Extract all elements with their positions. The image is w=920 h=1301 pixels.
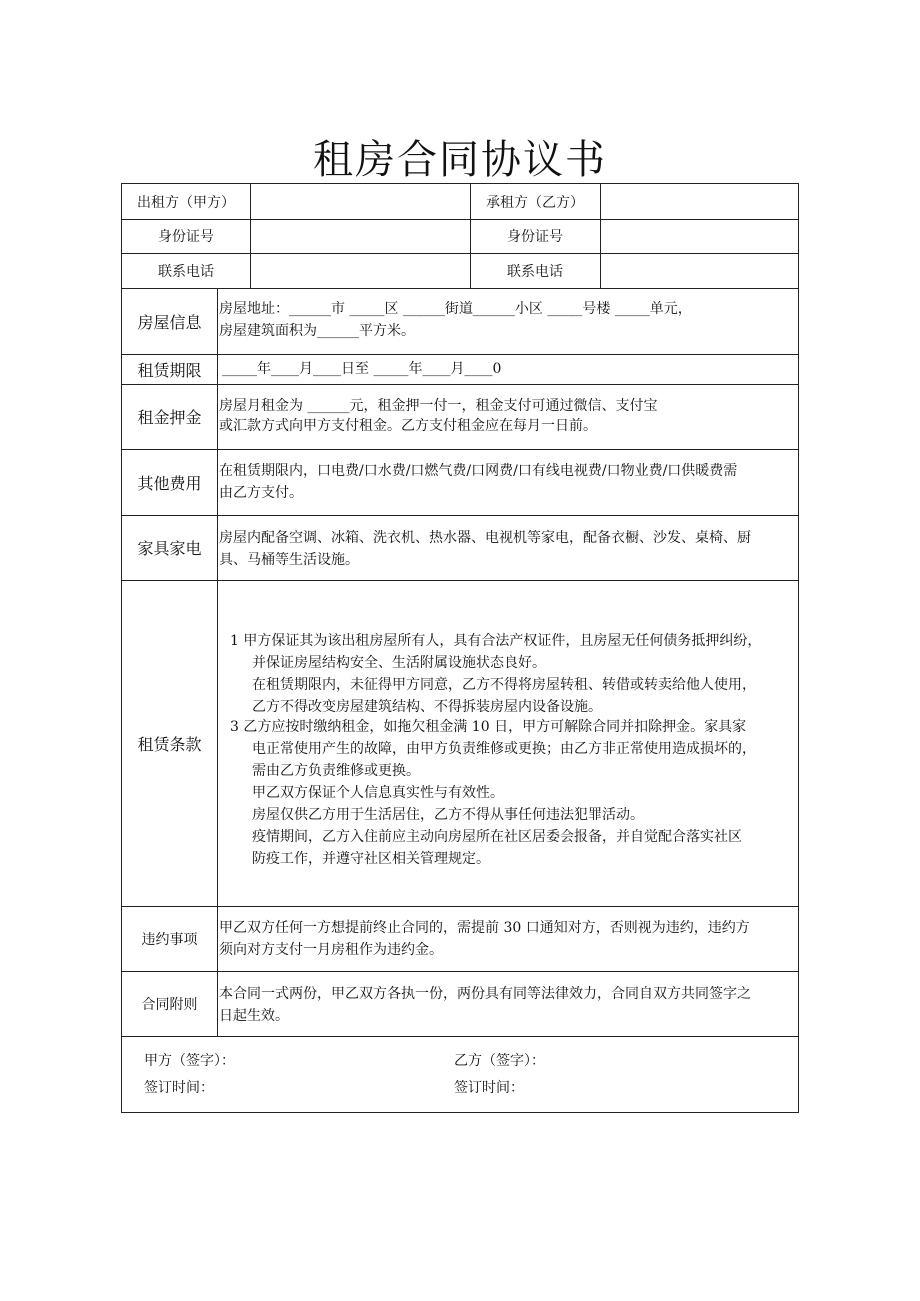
clause-line: 1 甲方保证其为该出租房屋所有人，具有合法产权证件，且房屋无任何债务抵押纠纷， (230, 633, 762, 649)
row-divider (122, 515, 798, 516)
party-b-signature: 乙方（签字）： (454, 1053, 545, 1069)
rent-deposit-line2: 或汇款方式向甲方支付租金。乙方支付租金应在每月一日前。 (219, 418, 597, 434)
appendix-line1: 本合同一式两份，甲乙双方各执一份，两份具有同等法律效力，合同自双方共同签字之 (219, 986, 751, 1002)
lessee-label: 承租方（乙方） (486, 194, 584, 211)
id-label-left: 身份证号 (158, 229, 214, 245)
row-divider (122, 906, 798, 907)
clause-line: 3 乙方应按时缴纳租金，如拖欠租金满 10 日，甲方可解除合同并扣除押金。家具家 (230, 719, 747, 735)
appendix-line2: 日起生效。 (219, 1008, 289, 1024)
col-divider (600, 184, 601, 288)
row-divider (122, 1036, 798, 1037)
furniture-line2: 具、马桶等生活设施。 (219, 552, 359, 568)
clause-line: 并保证房屋结构安全、生活附属设施状态良好。 (252, 655, 546, 671)
row-divider (122, 971, 798, 972)
row-divider (122, 449, 798, 450)
row-divider (122, 288, 798, 289)
col-divider (250, 184, 251, 288)
party-a-signature: 甲方（签字）： (144, 1053, 235, 1069)
clause-line: 乙方不得改变房屋建筑结构、不得拆装房屋内设备设施。 (252, 699, 602, 715)
house-info-line2: 房屋建筑面积为______平方米。 (219, 323, 415, 339)
clause-line: 需由乙方负责维修或更换。 (252, 763, 420, 779)
clause-line: 甲乙双方保证个人信息真实性与有效性。 (252, 785, 504, 801)
lease-term-line1: _____年____月____日至 _____年____月____0 (222, 361, 502, 377)
phone-label-right: 联系电话 (507, 263, 563, 280)
house-info-line1: 房屋地址：______市 _____区 ______街道______小区 _____号楼 _____单元， (219, 301, 692, 317)
page-title: 租房合同协议书 (313, 137, 607, 183)
clause-line: 在租赁期限内，未征得甲方同意，乙方不得将房屋转租、转借或转卖给他人使用， (252, 677, 756, 693)
lease-terms-label: 租赁条款 (137, 734, 202, 754)
rent-deposit-line1: 房屋月租金为 ______元，租金押一付一，租金支付可通过微信、支付宝 (219, 398, 658, 414)
other-fees-line2: 由乙方支付。 (219, 485, 303, 501)
row-divider (122, 354, 798, 355)
furniture-label: 家具家电 (137, 539, 202, 558)
lease-term-label: 租赁期限 (137, 360, 202, 380)
row-divider (122, 384, 798, 385)
furniture-line1: 房屋内配备空调、冰箱、洗衣机、热水器、电视机等家电，配备衣橱、沙发、桌椅、厨 (219, 530, 751, 546)
clause-line: 防疫工作，并遵守社区相关管理规定。 (252, 851, 490, 867)
party-b-date: 签订时间： (454, 1080, 524, 1096)
id-label-right: 身份证号 (507, 229, 563, 245)
lessor-label: 出租方（甲方） (137, 194, 235, 211)
clause-line: 房屋仅供乙方用于生活居住，乙方不得从事任何违法犯罪活动。 (252, 807, 644, 823)
house-info-label: 房屋信息 (137, 312, 202, 332)
contract-table (121, 183, 799, 1113)
other-fees-label: 其他费用 (137, 473, 202, 493)
col-divider (217, 906, 218, 1036)
party-a-date: 签订时间： (144, 1080, 214, 1096)
row-divider (122, 580, 798, 581)
clause-line: 疫情期间，乙方入住前应主动向房屋所在社区居委会报备，并自觉配合落实社区 (252, 829, 742, 845)
phone-label-left: 联系电话 (158, 263, 214, 280)
breach-line1: 甲乙双方任何一方想提前终止合同的，需提前 30 口通知对方，否则视为违约，违约方 (219, 920, 750, 936)
other-fees-line1: 在租赁期限内，口电费/口水费/口燃气费/口网费/口有线电视费/口物业费/口供暖费需 (219, 463, 738, 479)
clause-line: 电正常使用产生的故障，由甲方负责维修或更换；由乙方非正常使用造成损坏的， (252, 741, 756, 757)
rent-deposit-label: 租金押金 (137, 408, 202, 427)
col-divider (217, 288, 218, 906)
appendix-label: 合同附则 (141, 996, 198, 1013)
breach-label: 违约事项 (141, 931, 198, 948)
breach-line2: 须向对方支付一月房租作为违约金。 (219, 942, 443, 958)
